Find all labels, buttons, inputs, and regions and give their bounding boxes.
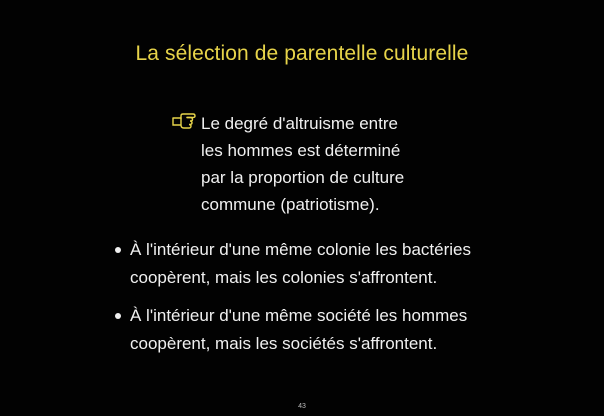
sub-point-line: commune (patriotisme). xyxy=(201,195,380,214)
sub-point-line: les hommes est déterminé xyxy=(201,141,401,160)
bullet-item xyxy=(112,236,512,292)
bullet-item xyxy=(112,302,512,358)
bullet-dot-icon xyxy=(115,313,121,319)
page-number: 43 xyxy=(298,403,306,410)
pointing-hand-icon xyxy=(172,112,196,130)
slide-title: La sélection de parentelle culturelle xyxy=(135,42,469,65)
bullet-line: coopèrent, mais les sociétés s'affrontent. xyxy=(130,334,438,353)
sub-point-text xyxy=(201,110,481,218)
bullet-line: À l'intérieur d'une même colonie les bactéries xyxy=(130,240,471,259)
bullet-list xyxy=(112,236,512,368)
sub-point-line: Le degré d'altruisme entre xyxy=(201,114,398,133)
sub-point-line: par la proportion de culture xyxy=(201,168,405,187)
bullet-line: coopèrent, mais les colonies s'affrontent. xyxy=(130,268,438,287)
bullet-line: À l'intérieur d'une même société les hommes xyxy=(130,306,468,325)
bullet-dot-icon xyxy=(115,247,121,253)
